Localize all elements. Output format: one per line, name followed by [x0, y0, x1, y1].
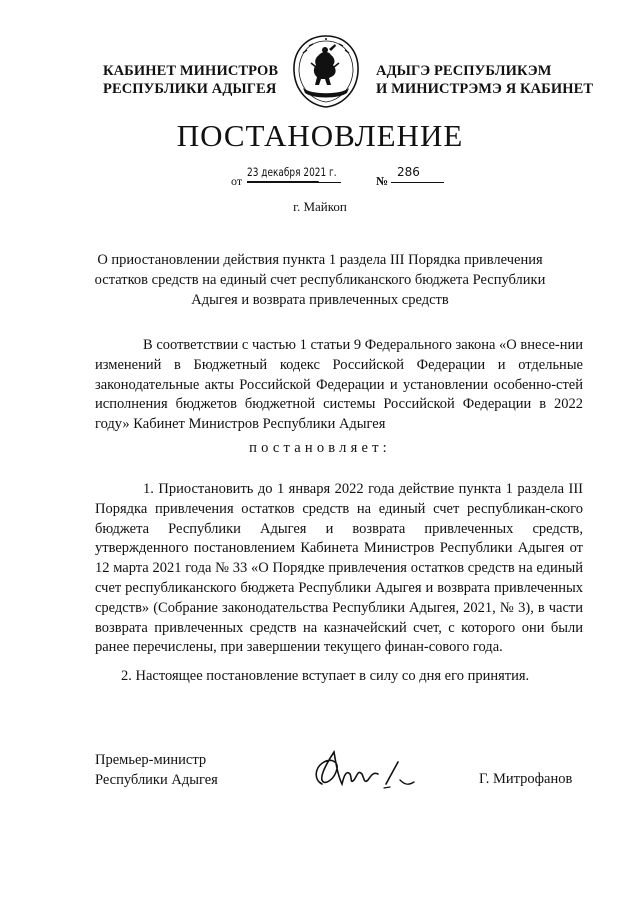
date-prefix: от [231, 174, 243, 188]
header-left [103, 62, 303, 98]
date-underline [247, 182, 341, 183]
header-right [376, 62, 606, 98]
item-1-paragraph: 1. Приостановить до 1 января 2022 года действие пункта 1 раздела III Порядка привлечения остатков средств на единый счет республикан-ского бюджета Республики Адыгея и возврата привлеченных средств, утвержденного постановлением Кабинета Министров Республики Адыгея от 12 марта 2021 года № 33 «О Порядке привлечения остатков средств на единый счет республиканского бюджета Республики Адыгея и возврата привлеченных средств» (Собрание законодательства Республики Адыгея, 2021, № 3), в части возврата привлеченных средств на казначейский счет, с которого они были ранее перечислены, при завершении текущего финан-сового года. [95, 481, 583, 656]
signatory-name: Г. Митрофанов [479, 771, 573, 787]
resolves-heading: постановляет: [249, 440, 391, 456]
item-2-paragraph: 2. Настоящее постановление вступает в силу со дня его принятия. [121, 668, 530, 684]
document-number: 286 [397, 165, 420, 179]
header-right-line2: И МИНИСТРЭМЭ Я КАБИНЕТ [376, 81, 594, 97]
preamble-paragraph: В соответствии с частью 1 статьи 9 Федерального закона «О внесе-нии изменений в Бюджетный кодекс Российской Федерации и отдельные законодательные акты Российской Федерации и установлении особенно-стей исполнения бюджетов бюджетной системы Российской Федерации в 2022 году» Кабинет Министров Республики Адыгея [95, 337, 583, 433]
emblem-graphic [289, 33, 363, 111]
date-number-line [0, 165, 640, 189]
document-subject: О приостановлении действия пункта 1 раздела III Порядка привлечения остатков средств на единый счет республиканского бюджета Республики Адыгея и возврата привлеченных средств [94, 252, 546, 308]
header-right-line1: АДЫГЭ РЕСПУБЛИКЭМ [376, 63, 552, 79]
coat-of-arms-emblem [289, 33, 363, 111]
signatory-position [95, 751, 218, 791]
signature-scribble [300, 740, 430, 800]
signatory-position-line1: Премьер-министр [95, 752, 207, 768]
number-prefix: № [376, 174, 389, 188]
number-underline [391, 182, 444, 183]
document-title: ПОСТАНОВЛЕНИЕ [176, 118, 464, 153]
signatory-position-line2: Республики Адыгея [95, 771, 218, 788]
document-date: 23 декабря 2021 г. [247, 165, 319, 182]
city: г. Майкоп [293, 199, 347, 214]
header-left-line2: РЕСПУБЛИКИ АДЫГЕЯ [103, 81, 277, 97]
header-left-line1: КАБИНЕТ МИНИСТРОВ [103, 63, 279, 79]
handwritten-signature [300, 740, 430, 800]
